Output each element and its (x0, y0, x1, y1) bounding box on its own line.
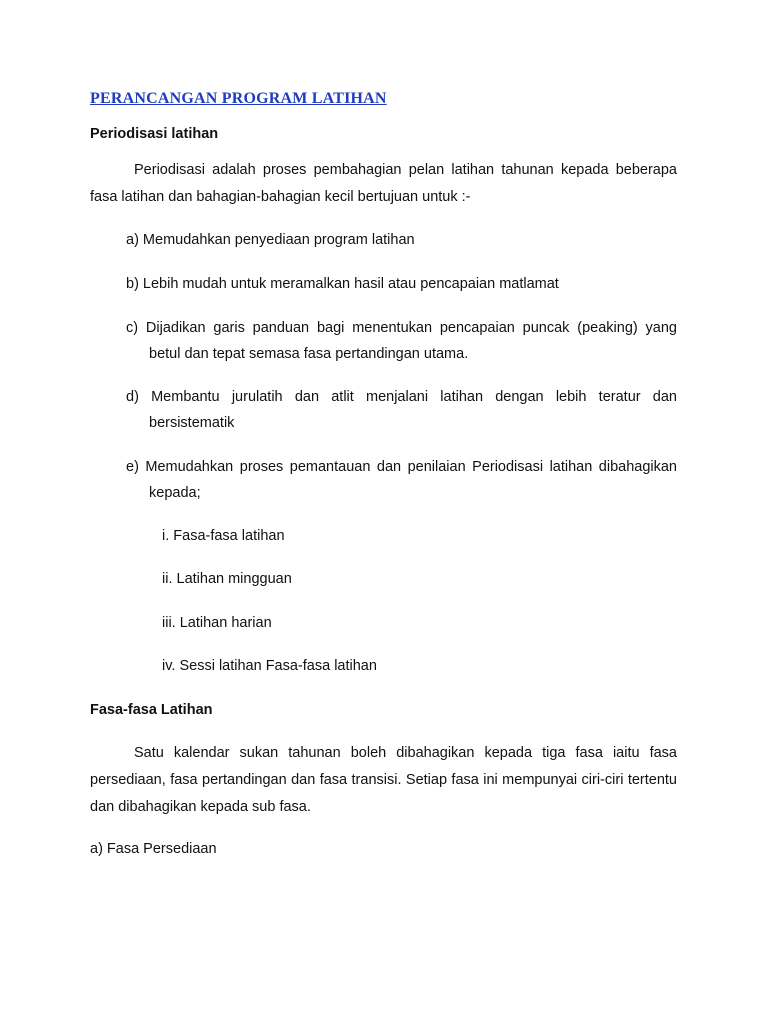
sub-list-item-iv: iv. Sessi latihan Fasa-fasa latihan (162, 658, 377, 674)
subheading-fasa-persediaan: a) Fasa Persediaan (90, 841, 217, 857)
sub-list-item-i: i. Fasa-fasa latihan (162, 528, 285, 544)
section-heading-fasa-fasa: Fasa-fasa Latihan (90, 702, 213, 718)
document-title: PERANCANGAN PROGRAM LATIHAN (90, 90, 387, 107)
sub-list-item-iii: iii. Latihan harian (162, 615, 272, 631)
sub-list-item-ii: ii. Latihan mingguan (162, 571, 292, 587)
paragraph-fasa-intro: Satu kalendar sukan tahunan boleh dibahagikan kepada tiga fasa iaitu fasa persediaan, fasa pertandingan dan fasa transisi. Setiap fasa ini mempunyai ciri-ciri tertentu dan dibahagikan kepada sub fasa. (90, 745, 677, 815)
list-item-d: d) Membantu jurulatih dan atlit menjalani latihan dengan lebih teratur dan bersistematik (126, 389, 677, 431)
list-item-c: c) Dijadikan garis panduan bagi menentukan pencapaian puncak (peaking) yang betul dan tepat semasa fasa pertandingan utama. (126, 320, 677, 362)
list-item-b: b) Lebih mudah untuk meramalkan hasil atau pencapaian matlamat (126, 276, 559, 292)
paragraph-periodisasi-intro: Periodisasi adalah proses pembahagian pelan latihan tahunan kepada beberapa fasa latihan dan bahagian-bahagian kecil bertujuan untuk :- (90, 162, 677, 205)
list-item-e: e) Memudahkan proses pemantauan dan penilaian Periodisasi latihan dibahagikan kepada; (126, 459, 677, 501)
section-heading-periodisasi: Periodisasi latihan (90, 126, 219, 142)
list-item-a: a) Memudahkan penyediaan program latihan (126, 232, 415, 248)
